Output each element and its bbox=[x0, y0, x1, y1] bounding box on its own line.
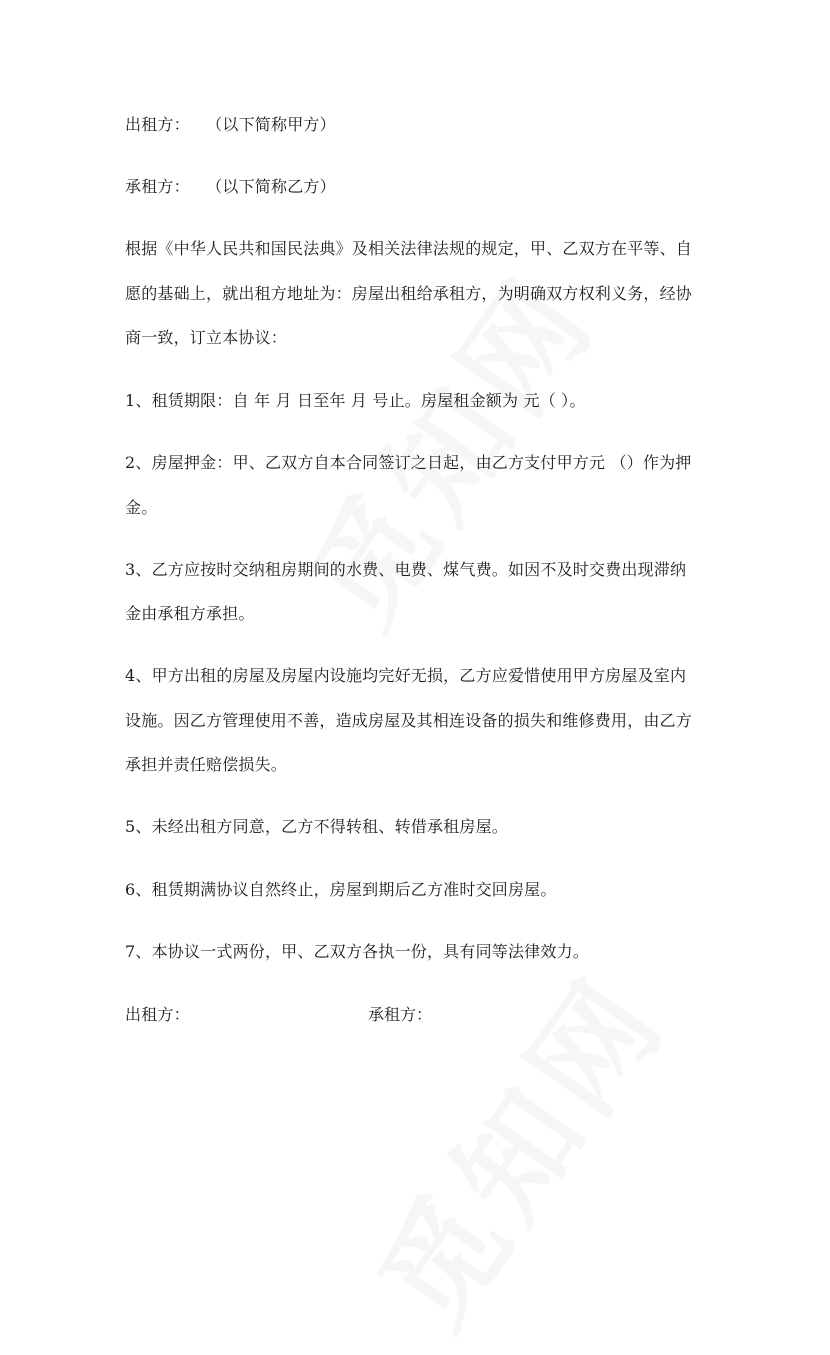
clause-6-line: 6、租赁期满协议自然终止，房屋到期后乙方准时交回房屋。 bbox=[125, 880, 557, 899]
clause-4-line: 4、甲方出租的房屋及房屋内设施均完好无损，乙方应爱惜使用甲方房屋及室内 bbox=[125, 666, 687, 685]
clause-5-line: 5、未经出租方同意，乙方不得转租、转借承租房屋。 bbox=[125, 817, 508, 836]
clause-7-line: 7、本协议一式两份，甲、乙双方各执一份，具有同等法律效力。 bbox=[125, 942, 589, 961]
intro-line: 商一致，订立本协议： bbox=[125, 328, 288, 347]
intro-line: 愿的基础上，就出租方地址为：房屋出租给承租方，为明确双方权利义务，经协 bbox=[125, 284, 693, 303]
clause-4-line: 设施。因乙方管理使用不善，造成房屋及其相连设备的损失和维修费用，由乙方 bbox=[125, 711, 693, 730]
clause-2-line: 金。 bbox=[125, 498, 158, 517]
signature-lessee: 承租方： bbox=[368, 1005, 433, 1024]
clause-3-line: 3、乙方应按时交纳租房期间的水费、电费、煤气费。如因不及时交费出现滞纳 bbox=[125, 560, 687, 579]
clause-1-line: 1、租赁期限：自 年 月 日至年 月 号止。房屋租金额为 元（ ）。 bbox=[125, 391, 586, 410]
signature-lessor: 出租方： bbox=[125, 1005, 190, 1024]
clause-3-line: 金由承租方承担。 bbox=[125, 604, 255, 623]
lessee-line: 承租方： （以下简称乙方） bbox=[125, 177, 336, 196]
watermark bbox=[333, 937, 698, 1355]
clause-2-line: 2、房屋押金：甲、乙双方自本合同签订之日起，由乙方支付甲方元 （）作为押 bbox=[125, 453, 692, 472]
intro-line: 根据《中华人民共和国民法典》及相关法律法规的规定，甲、乙双方在平等、自 bbox=[125, 239, 693, 258]
clause-4-line: 承担并责任赔偿损失。 bbox=[125, 755, 288, 774]
lessor-line: 出租方： （以下简称甲方） bbox=[125, 115, 336, 134]
